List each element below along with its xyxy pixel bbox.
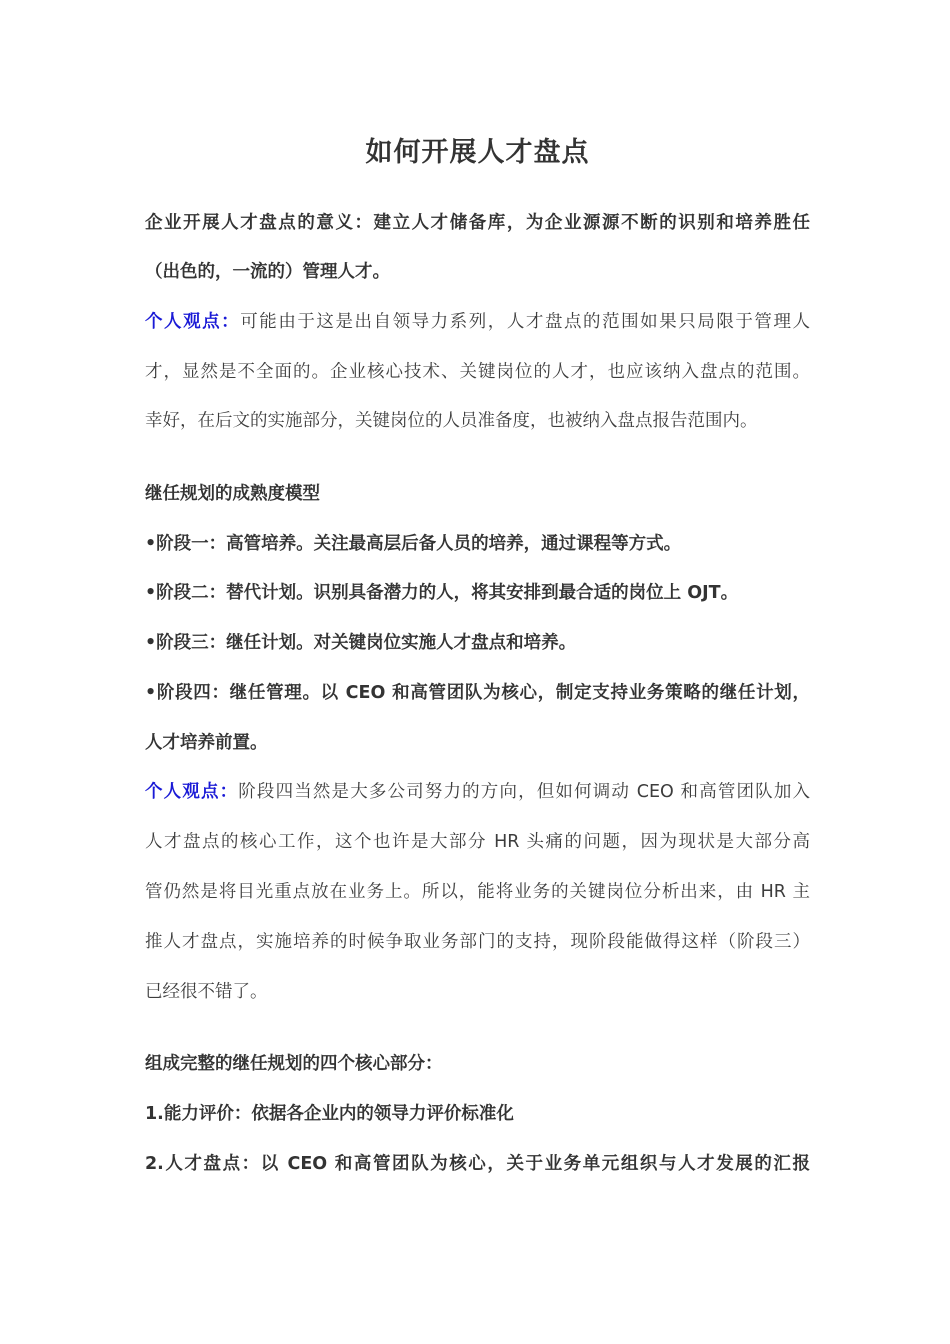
opinion-2-label: 个人观点： [145, 782, 239, 802]
opinion-1-line-3: 幸好，在后文的实施部分，关键岗位的人员准备度，也被纳入盘点报告范围内。 [145, 411, 758, 431]
opinion-1-text-1: 可能由于这是出自领导力系列，人才盘点的范围如果只局限于管理人 [240, 312, 811, 332]
opinion-2-text-1: 阶段四当然是大多公司努力的方向，但如何调动 CEO 和高管团队加入 [238, 782, 810, 802]
maturity-stage-2: •阶段二：替代计划。识别具备潜力的人，将其安排到最合适的岗位上 OJT。 [145, 583, 739, 603]
maturity-heading: 继任规划的成熟度模型 [145, 484, 320, 504]
opinion-1-line-2: 才，显然是不全面的。企业核心技术、关键岗位的人才，也应该纳入盘点的范围。 [145, 362, 810, 382]
opinion-2-line-2: 人才盘点的核心工作，这个也许是大部分 HR 头痛的问题，因为现状是大部分高 [145, 832, 810, 852]
core-item-2: 2.人才盘点：以 CEO 和高管团队为核心，关于业务单元组织与人才发展的汇报 [145, 1154, 810, 1174]
opinion-1-label: 个人观点： [145, 312, 241, 332]
opinion-2-line-3: 管仍然是将目光重点放在业务上。所以，能将业务的关键岗位分析出来，由 HR 主 [145, 882, 810, 902]
document-title: 如何开展人才盘点 [365, 137, 590, 168]
opinion-1-line-1 [145, 309, 810, 335]
maturity-stage-3: •阶段三：继任计划。对关键岗位实施人才盘点和培养。 [145, 633, 577, 653]
intro-line-1: 企业开展人才盘点的意义：建立人才储备库，为企业源源不断的识别和培养胜任 [145, 213, 810, 233]
opinion-2-line-5: 已经很不错了。 [145, 982, 268, 1002]
opinion-2-line-4: 推人才盘点，实施培养的时候争取业务部门的支持，现阶段能做得这样（阶段三） [145, 932, 810, 952]
maturity-stage-1: •阶段一：高管培养。关注最高层后备人员的培养，通过课程等方式。 [145, 534, 682, 554]
maturity-stage-4-line-1: •阶段四：继任管理。以 CEO 和高管团队为核心，制定支持业务策略的继任计划， [145, 683, 810, 703]
core-heading: 组成完整的继任规划的四个核心部分： [145, 1054, 443, 1074]
core-item-1: 1.能力评价：依据各企业内的领导力评价标准化 [145, 1104, 514, 1124]
maturity-stage-4-line-2: 人才培养前置。 [145, 733, 268, 753]
opinion-2-line-1 [145, 779, 810, 805]
intro-line-2: （出色的，一流的）管理人才。 [145, 262, 390, 282]
